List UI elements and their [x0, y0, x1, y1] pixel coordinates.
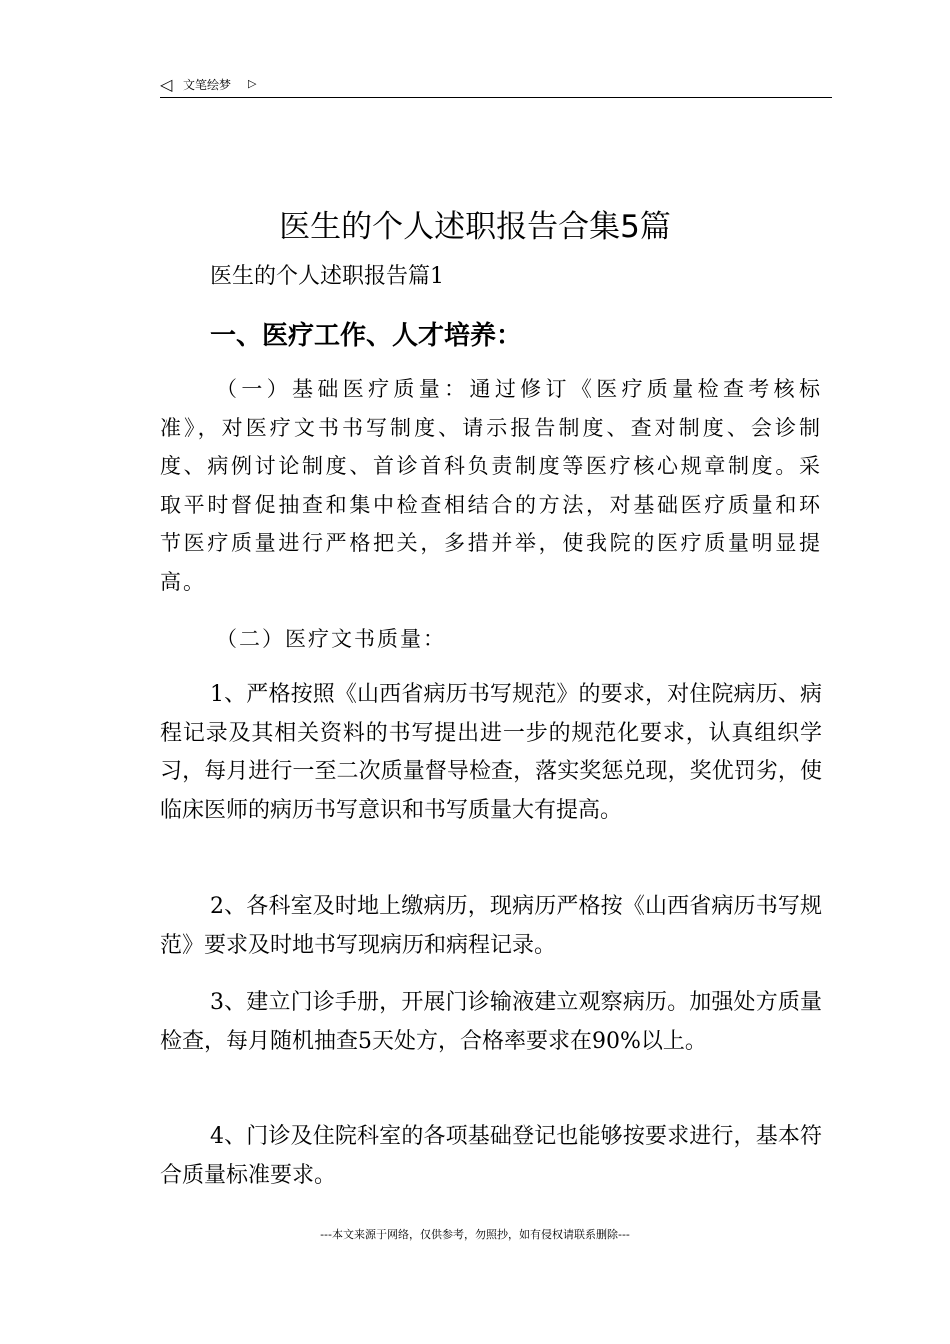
paragraph-item-1: 1、严格按照《山西省病历书写规范》的要求，对住院病历、病程记录及其相关资料的书写提出进一步的规范化要求，认真组织学习，每月进行一至二次质量督导检查，落实奖惩兑现，奖优罚劣，使临床医师的病历书写意识和书写质量大有提高。	[160, 682, 822, 823]
header-brand: 文笔绘梦	[183, 78, 232, 92]
document-subtitle: 医生的个人述职报告篇1	[210, 264, 444, 289]
document-title: 医生的个人述职报告合集5篇	[279, 209, 671, 245]
section-heading: 一、医疗工作、人才培养：	[210, 321, 523, 351]
paragraph-item-3: 3、建立门诊手册，开展门诊输液建立观察病历。加强处方质量检查，每月随机抽查5天处方，合格率要求在90%以上。	[160, 990, 822, 1054]
paragraph-item-4: 4、门诊及住院科室的各项基础登记也能够按要求进行，基本符合质量标准要求。	[160, 1124, 822, 1188]
triangle-right-icon: ▷	[248, 77, 257, 90]
page-header	[160, 74, 832, 98]
header-divider	[160, 97, 832, 98]
paragraph-document-quality-heading: （二）医疗文书质量：	[216, 627, 446, 651]
paragraph-basic-quality: （一）基础医疗质量：通过修订《医疗质量检查考核标准》，对医疗文书书写制度、请示报告制度、查对制度、会诊制度、病例讨论制度、首诊首科负责制度等医疗核心规章制度。采取平时督促抽查和集中检查相结合的方法，对基础医疗质量和环节医疗质量进行严格把关，多措并举，使我院的医疗质量明显提高。	[160, 377, 822, 594]
triangle-left-icon: ◁	[160, 75, 173, 94]
paragraph-item-2: 2、各科室及时地上缴病历，现病历严格按《山西省病历书写规范》要求及时地书写现病历和病程记录。	[160, 894, 822, 958]
page-footer: ---本文来源于网络，仅供参考，勿照抄，如有侵权请联系删除---	[320, 1228, 630, 1241]
